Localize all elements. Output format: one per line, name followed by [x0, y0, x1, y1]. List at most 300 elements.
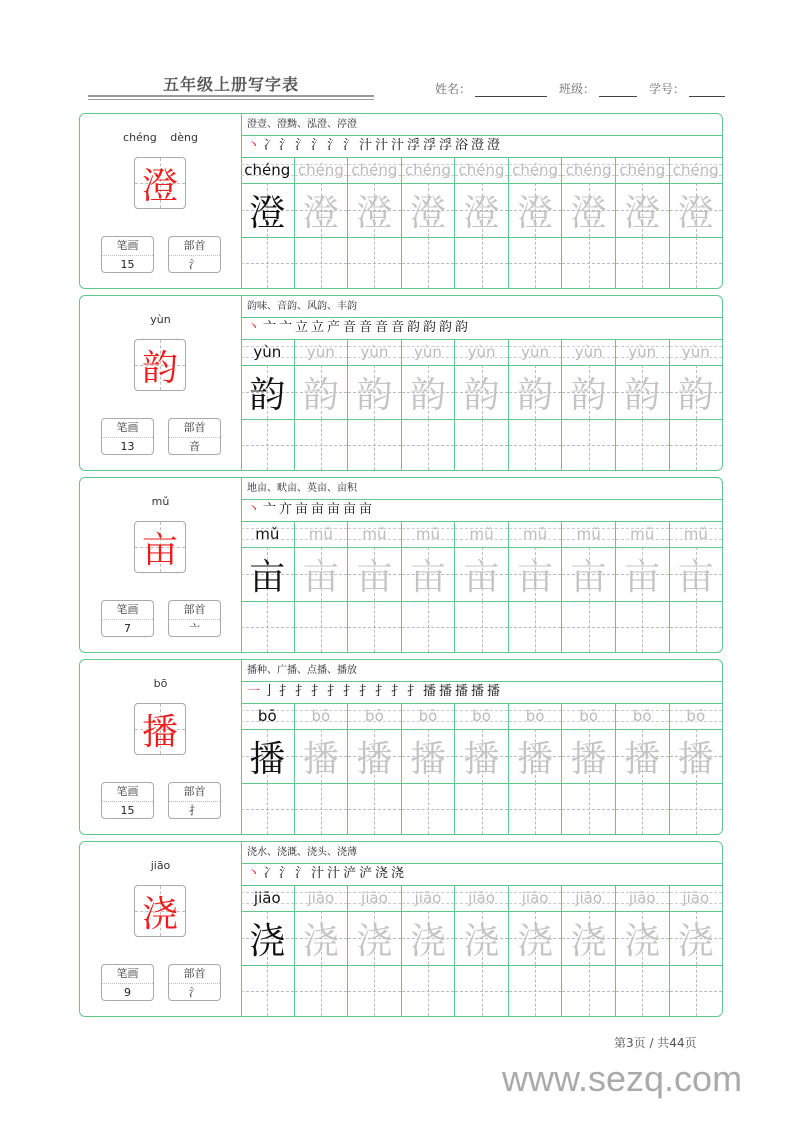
- practice-grid: [241, 157, 722, 288]
- writing-cell[interactable]: [670, 419, 723, 470]
- writing-cell[interactable]: [348, 419, 401, 470]
- pinyin-cell: jiāo: [295, 885, 348, 912]
- char-info-panel: [80, 660, 242, 834]
- pinyin-cell: jiāo: [562, 885, 615, 912]
- char-trace-cell: [509, 547, 562, 602]
- practice-column: [402, 703, 456, 834]
- char-trace-cell: [402, 547, 455, 602]
- pinyin-cell: bō: [562, 703, 615, 730]
- practice-column: [295, 339, 349, 470]
- char-trace-cell: [295, 547, 348, 602]
- trace-char: 浇: [463, 920, 500, 962]
- writing-cell[interactable]: [402, 783, 455, 834]
- char-trace-cell: [509, 911, 562, 966]
- writing-cell[interactable]: [295, 237, 348, 288]
- practice-column: [509, 703, 563, 834]
- practice-column: [670, 157, 723, 288]
- practice-column: [616, 157, 670, 288]
- writing-cell[interactable]: [295, 783, 348, 834]
- trace-char: 亩: [517, 556, 554, 598]
- practice-column: [562, 521, 616, 652]
- practice-column: [295, 521, 349, 652]
- writing-cell[interactable]: [670, 237, 723, 288]
- trace-char: 播: [409, 738, 446, 780]
- pinyin-cell: jiāo: [402, 885, 455, 912]
- character-card: [79, 295, 723, 471]
- char-display-box: [134, 157, 186, 209]
- char-trace-cell: [241, 729, 294, 784]
- practice-column: [616, 703, 670, 834]
- char-trace-cell: [295, 183, 348, 238]
- pinyin-cell: chéng: [295, 157, 348, 184]
- practice-column: [241, 339, 295, 470]
- practice-column: [670, 339, 723, 470]
- writing-cell[interactable]: [509, 419, 562, 470]
- stroke-count: 15: [120, 804, 135, 817]
- radical: 氵: [189, 258, 200, 271]
- practice-column: [562, 157, 616, 288]
- char-trace-cell: [348, 365, 401, 420]
- writing-cell[interactable]: [616, 419, 669, 470]
- practice-grid: [241, 521, 722, 652]
- trace-char: 亩: [409, 556, 446, 598]
- char-trace-cell: [616, 547, 669, 602]
- name-field[interactable]: [475, 84, 547, 97]
- practice-column: [670, 703, 723, 834]
- char-info-panel: [80, 296, 242, 470]
- class-label: 班级：: [559, 82, 596, 96]
- practice-column: [241, 885, 295, 1016]
- char-trace-cell: [509, 729, 562, 784]
- stroke-count: 9: [124, 986, 131, 999]
- pinyin-cell: chéng: [402, 157, 455, 184]
- pinyin-cell: mǔ: [295, 521, 348, 548]
- char-display-box: [134, 703, 186, 755]
- trace-char: 澄: [570, 192, 607, 234]
- pinyin-cell: mǔ: [402, 521, 455, 548]
- main-character: 澄: [141, 165, 178, 207]
- trace-char: 浇: [249, 920, 286, 962]
- pinyin-cell: jiāo: [455, 885, 508, 912]
- pinyin-cell: chéng: [455, 157, 508, 184]
- trace-char: 播: [463, 738, 500, 780]
- writing-cell[interactable]: [670, 965, 723, 1016]
- writing-cell[interactable]: [455, 237, 508, 288]
- pinyin-cell: bō: [295, 703, 348, 730]
- trace-char: 浇: [517, 920, 554, 962]
- trace-char: 亩: [624, 556, 661, 598]
- stroke-count-box: 笔画 15: [101, 236, 154, 273]
- practice-column: [348, 157, 402, 288]
- practice-column: [402, 339, 456, 470]
- writing-cell[interactable]: [402, 419, 455, 470]
- page-number: 第3页 / 共44页: [614, 1036, 697, 1050]
- writing-cell[interactable]: [348, 783, 401, 834]
- char-trace-cell: [455, 365, 508, 420]
- pinyin-cell: bō: [402, 703, 455, 730]
- practice-column: [348, 339, 402, 470]
- char-info-panel: [80, 114, 242, 288]
- char-trace-cell: [670, 547, 723, 602]
- char-trace-cell: [241, 183, 294, 238]
- char-trace-cell: [562, 911, 615, 966]
- pinyin-cell: mǔ: [455, 521, 508, 548]
- practice-column: [402, 885, 456, 1016]
- pinyin-cell: bō: [616, 703, 669, 730]
- name-label: 姓名：: [435, 82, 472, 96]
- practice-grid: [241, 703, 722, 834]
- writing-cell[interactable]: [455, 601, 508, 652]
- char-display-box: [134, 521, 186, 573]
- stroke-count-box: 笔画 9: [101, 964, 154, 1001]
- char-trace-cell: [509, 365, 562, 420]
- practice-column: [402, 157, 456, 288]
- practice-panel: [241, 660, 722, 834]
- writing-cell[interactable]: [348, 237, 401, 288]
- trace-char: 浇: [677, 920, 714, 962]
- trace-char: 亩: [570, 556, 607, 598]
- class-field[interactable]: [599, 84, 637, 97]
- char-trace-cell: [509, 183, 562, 238]
- char-trace-cell: [455, 183, 508, 238]
- watermark: www.sezq.com: [502, 1058, 743, 1099]
- title-underline-2: [88, 99, 374, 100]
- trace-char: 韵: [624, 374, 661, 416]
- practice-column: [670, 521, 723, 652]
- writing-cell[interactable]: [670, 601, 723, 652]
- pinyin-cell: bō: [509, 703, 562, 730]
- trace-char: 澄: [624, 192, 661, 234]
- writing-cell[interactable]: [241, 783, 294, 834]
- title-underline: [88, 95, 374, 97]
- char-trace-cell: [562, 547, 615, 602]
- trace-char: 澄: [249, 192, 286, 234]
- trace-char: 澄: [409, 192, 446, 234]
- practice-column: [509, 521, 563, 652]
- writing-cell[interactable]: [295, 965, 348, 1016]
- practice-column: [455, 339, 509, 470]
- writing-cell[interactable]: [562, 237, 615, 288]
- char-trace-cell: [241, 911, 294, 966]
- pinyin-cell: chéng: [241, 157, 294, 184]
- pinyin-cell: yùn: [509, 339, 562, 366]
- practice-column: [670, 885, 723, 1016]
- char-trace-cell: [241, 547, 294, 602]
- trace-char: 播: [517, 738, 554, 780]
- stroke-order: 丶亠亠立立产音音音音韵韵韵韵: [241, 317, 722, 340]
- trace-char: 亩: [463, 556, 500, 598]
- pinyin-cell: bō: [670, 703, 723, 730]
- stroke-count: 13: [120, 440, 135, 453]
- trace-char: 韵: [302, 374, 339, 416]
- writing-cell[interactable]: [562, 783, 615, 834]
- stroke-count-box: 笔画 7: [101, 600, 154, 637]
- trace-char: 韵: [517, 374, 554, 416]
- char-trace-cell: [295, 729, 348, 784]
- stroke-count-box: 笔画 13: [101, 418, 154, 455]
- pinyin-cell: jiāo: [241, 885, 294, 912]
- writing-cell[interactable]: [562, 965, 615, 1016]
- radical: 音: [189, 440, 200, 453]
- writing-cell[interactable]: [509, 965, 562, 1016]
- pinyin-cell: yùn: [670, 339, 723, 366]
- radical-box: 部首 亠: [168, 600, 221, 637]
- writing-cell[interactable]: [509, 783, 562, 834]
- char-trace-cell: [616, 183, 669, 238]
- pinyin-cell: yùn: [402, 339, 455, 366]
- trace-char: 韵: [356, 374, 393, 416]
- trace-char: 浇: [624, 920, 661, 962]
- char-trace-cell: [562, 365, 615, 420]
- writing-cell[interactable]: [562, 601, 615, 652]
- char-info-panel: [80, 842, 242, 1016]
- stroke-count: 15: [120, 258, 135, 271]
- practice-panel: [241, 478, 722, 652]
- practice-column: [241, 703, 295, 834]
- stroke-count-box: 笔画 15: [101, 782, 154, 819]
- stroke-count: 7: [124, 622, 131, 635]
- main-character: 浇: [141, 893, 178, 935]
- writing-cell[interactable]: [616, 783, 669, 834]
- practice-column: [295, 703, 349, 834]
- practice-column: [455, 521, 509, 652]
- stroke-order: 一亅扌扌扌扌扌扌扌扌扌播播播播播: [241, 681, 722, 704]
- practice-column: [241, 521, 295, 652]
- practice-column: [509, 885, 563, 1016]
- practice-panel: [241, 114, 722, 288]
- pinyin-label: bō: [153, 677, 168, 690]
- char-trace-cell: [616, 365, 669, 420]
- pinyin-cell: mǔ: [509, 521, 562, 548]
- practice-column: [295, 885, 349, 1016]
- practice-column: [348, 703, 402, 834]
- writing-cell[interactable]: [670, 783, 723, 834]
- writing-cell[interactable]: [348, 965, 401, 1016]
- trace-char: 浇: [302, 920, 339, 962]
- word-examples: 播种、广播、点播、播放: [241, 660, 722, 682]
- practice-column: [348, 521, 402, 652]
- writing-cell[interactable]: [616, 965, 669, 1016]
- pinyin-cell: mǔ: [670, 521, 723, 548]
- pinyin-cell: yùn: [455, 339, 508, 366]
- char-trace-cell: [455, 911, 508, 966]
- pinyin-cell: jiāo: [616, 885, 669, 912]
- char-trace-cell: [402, 183, 455, 238]
- character-card: [79, 113, 723, 289]
- word-examples: 韵味、音韵、风韵、丰韵: [241, 296, 722, 318]
- pinyin-cell: jiāo: [509, 885, 562, 912]
- practice-panel: [241, 842, 722, 1016]
- pinyin-cell: mǔ: [348, 521, 401, 548]
- pinyin-cell: yùn: [562, 339, 615, 366]
- writing-cell[interactable]: [241, 601, 294, 652]
- practice-column: [616, 339, 670, 470]
- practice-column: [402, 521, 456, 652]
- number-field[interactable]: [689, 84, 725, 97]
- pinyin-cell: mǔ: [562, 521, 615, 548]
- radical: 氵: [189, 986, 200, 999]
- char-trace-cell: [295, 365, 348, 420]
- trace-char: 澄: [463, 192, 500, 234]
- trace-char: 播: [570, 738, 607, 780]
- main-character: 播: [141, 711, 178, 753]
- char-trace-cell: [348, 547, 401, 602]
- trace-char: 播: [249, 738, 286, 780]
- trace-char: 韵: [677, 374, 714, 416]
- pinyin-cell: bō: [241, 703, 294, 730]
- radical: 亠: [189, 622, 200, 635]
- character-card: [79, 659, 723, 835]
- writing-cell[interactable]: [562, 419, 615, 470]
- page-title: 五年级上册写字表: [162, 75, 299, 94]
- pinyin-label: mǔ: [151, 495, 170, 508]
- char-trace-cell: [455, 729, 508, 784]
- char-trace-cell: [348, 729, 401, 784]
- trace-char: 播: [356, 738, 393, 780]
- practice-column: [616, 521, 670, 652]
- pinyin-cell: yùn: [295, 339, 348, 366]
- word-examples: 澄壹、澄黝、泓澄、渟澄: [241, 114, 722, 136]
- radical-box: 部首 音: [168, 418, 221, 455]
- number-label: 学号：: [649, 82, 686, 96]
- pinyin-cell: yùn: [616, 339, 669, 366]
- practice-panel: [241, 296, 722, 470]
- trace-char: 浇: [570, 920, 607, 962]
- practice-column: [348, 885, 402, 1016]
- trace-char: 澄: [677, 192, 714, 234]
- word-examples: 浇水、浇溉、浇头、浇薄: [241, 842, 722, 864]
- pinyin-cell: chéng: [348, 157, 401, 184]
- writing-cell[interactable]: [455, 419, 508, 470]
- main-character: 韵: [141, 347, 178, 389]
- radical: 扌: [189, 804, 200, 817]
- practice-column: [509, 157, 563, 288]
- pinyin-cell: chéng: [616, 157, 669, 184]
- stroke-order: 丶冫氵氵汁汁浐浐浇浇: [241, 863, 722, 886]
- character-card: [79, 841, 723, 1017]
- char-display-box: [134, 885, 186, 937]
- writing-cell[interactable]: [616, 237, 669, 288]
- pinyin-cell: bō: [455, 703, 508, 730]
- practice-column: [562, 339, 616, 470]
- pinyin-cell: bō: [348, 703, 401, 730]
- pinyin-label: jiāo: [150, 859, 171, 872]
- writing-cell[interactable]: [616, 601, 669, 652]
- main-character: 亩: [141, 529, 178, 571]
- stroke-order: 丶冫氵氵氵氵氵汁汁汁浮浮浮浴澄澄: [241, 135, 722, 158]
- trace-char: 澄: [302, 192, 339, 234]
- trace-char: 亩: [356, 556, 393, 598]
- trace-char: 亩: [249, 556, 286, 598]
- trace-char: 澄: [356, 192, 393, 234]
- practice-column: [455, 703, 509, 834]
- char-trace-cell: [241, 365, 294, 420]
- practice-column: [455, 157, 509, 288]
- char-trace-cell: [402, 911, 455, 966]
- char-trace-cell: [616, 729, 669, 784]
- trace-char: 韵: [409, 374, 446, 416]
- practice-column: [455, 885, 509, 1016]
- pinyin-cell: yùn: [348, 339, 401, 366]
- char-trace-cell: [670, 911, 723, 966]
- radical-box: 部首 氵: [168, 236, 221, 273]
- practice-column: [616, 885, 670, 1016]
- writing-cell[interactable]: [295, 601, 348, 652]
- radical-box: 部首 扌: [168, 782, 221, 819]
- trace-char: 澄: [517, 192, 554, 234]
- writing-cell[interactable]: [241, 965, 294, 1016]
- writing-cell[interactable]: [455, 783, 508, 834]
- trace-char: 浇: [409, 920, 446, 962]
- writing-cell[interactable]: [455, 965, 508, 1016]
- writing-cell[interactable]: [295, 419, 348, 470]
- trace-char: 播: [302, 738, 339, 780]
- header: [0, 0, 800, 110]
- char-display-box: [134, 339, 186, 391]
- char-trace-cell: [348, 183, 401, 238]
- pinyin-cell: jiāo: [670, 885, 723, 912]
- stroke-order: 丶亠亣亩亩亩亩亩: [241, 499, 722, 522]
- practice-column: [562, 703, 616, 834]
- radical-box: 部首 氵: [168, 964, 221, 1001]
- trace-char: 播: [677, 738, 714, 780]
- char-trace-cell: [348, 911, 401, 966]
- char-trace-cell: [670, 729, 723, 784]
- writing-cell[interactable]: [241, 419, 294, 470]
- practice-grid: [241, 339, 722, 470]
- char-trace-cell: [616, 911, 669, 966]
- writing-cell[interactable]: [241, 237, 294, 288]
- trace-char: 亩: [677, 556, 714, 598]
- student-fields: [435, 80, 725, 97]
- pinyin-label: chéng dèng: [123, 131, 198, 144]
- word-examples: 地亩、畎亩、英亩、亩积: [241, 478, 722, 500]
- writing-cell[interactable]: [402, 237, 455, 288]
- char-trace-cell: [562, 183, 615, 238]
- trace-char: 韵: [463, 374, 500, 416]
- trace-char: 播: [624, 738, 661, 780]
- char-trace-cell: [670, 183, 723, 238]
- writing-cell[interactable]: [402, 965, 455, 1016]
- writing-cell[interactable]: [509, 237, 562, 288]
- pinyin-cell: chéng: [670, 157, 723, 184]
- writing-cell[interactable]: [402, 601, 455, 652]
- practice-column: [509, 339, 563, 470]
- practice-column: [562, 885, 616, 1016]
- practice-grid: [241, 885, 722, 1016]
- char-trace-cell: [455, 547, 508, 602]
- char-trace-cell: [402, 365, 455, 420]
- character-card: [79, 477, 723, 653]
- trace-char: 韵: [570, 374, 607, 416]
- writing-cell[interactable]: [509, 601, 562, 652]
- char-trace-cell: [295, 911, 348, 966]
- char-trace-cell: [402, 729, 455, 784]
- char-trace-cell: [562, 729, 615, 784]
- pinyin-cell: chéng: [509, 157, 562, 184]
- pinyin-cell: yùn: [241, 339, 294, 366]
- trace-char: 亩: [302, 556, 339, 598]
- char-trace-cell: [670, 365, 723, 420]
- trace-char: 韵: [249, 374, 286, 416]
- trace-char: 浇: [356, 920, 393, 962]
- pinyin-label: yùn: [150, 313, 171, 326]
- practice-column: [295, 157, 349, 288]
- writing-cell[interactable]: [348, 601, 401, 652]
- pinyin-cell: mǔ: [616, 521, 669, 548]
- pinyin-cell: mǔ: [241, 521, 294, 548]
- pinyin-cell: chéng: [562, 157, 615, 184]
